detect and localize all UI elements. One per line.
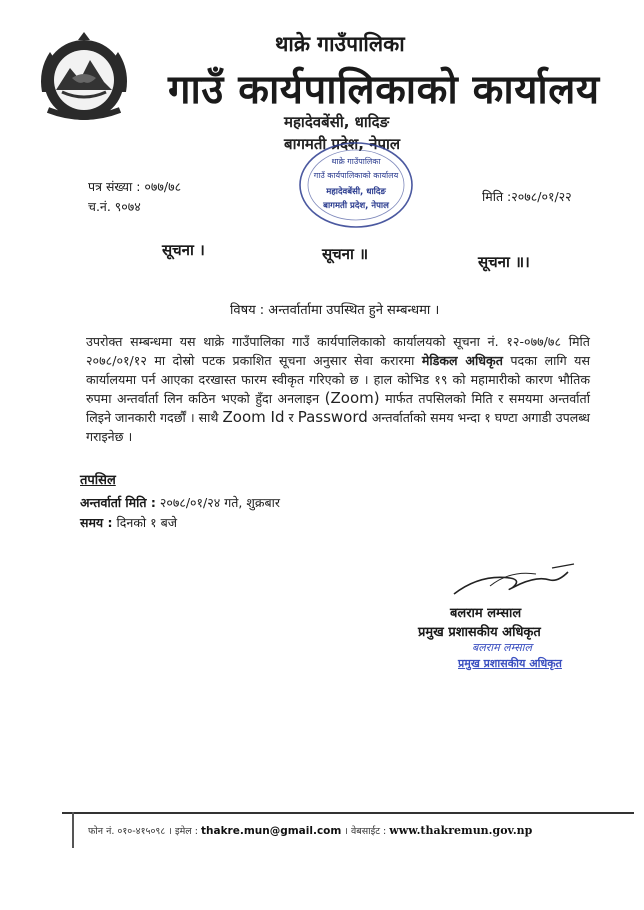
tapasil-heading: तपसिल: [80, 473, 116, 488]
body-zoom-id: Zoom Id: [222, 408, 285, 426]
subject-line: विषय : अन्तर्वार्तामा उपस्थित हुने सम्बन्धमा ।: [230, 303, 440, 318]
stamp-signatory-title: प्रमुख प्रशासकीय अधिकृत: [458, 657, 562, 670]
interview-time-row: [80, 514, 177, 531]
body-password: Password: [297, 408, 368, 426]
official-seal-stamp: [295, 140, 417, 230]
seal-text-1: थाक्रे गाउँपालिका: [331, 157, 381, 166]
notice-body: [86, 332, 590, 446]
body-highlight: मेडिकल अधिकृत: [421, 353, 503, 368]
municipality-name: थाक्रे गाउँपालिका: [275, 32, 405, 56]
footer-website-label: । वेबसाईट :: [344, 826, 387, 837]
office-title: गाउँ कार्यपालिकाको कार्यालय: [168, 67, 600, 113]
footer-website: www.thakremun.gov.np: [389, 824, 533, 837]
notice-heading-3: सूचना ॥।: [478, 253, 530, 271]
stamp-signatory-name: बलराम लम्साल: [472, 641, 532, 654]
interview-date-label: अन्तर्वार्ता मिति :: [80, 495, 156, 510]
address-line-1: महादेवबेंसी, धादिङ: [284, 113, 390, 131]
interview-time-value: दिनको १ बजे: [116, 515, 178, 530]
letter-number: पत्र संख्या : ०७७/७८: [88, 179, 182, 194]
address-line-2: बागमती प्रदेश, नेपाल: [284, 135, 401, 153]
body-and: र: [288, 410, 294, 425]
interview-date-row: [80, 494, 280, 511]
seal-text-2: गाउँ कार्यपालिकाको कार्यालय: [313, 171, 399, 180]
signatory-title: प्रमुख प्रशासकीय अधिकृत: [418, 625, 541, 640]
interview-time-label: समय :: [80, 515, 113, 530]
footer-contact: [88, 824, 532, 837]
footer-margin-line: [72, 812, 74, 848]
footer-phone: फोन नं. ०१०-४१५०९८ ।: [88, 826, 172, 837]
seal-text-4: बागमती प्रदेश, नेपाल: [323, 201, 389, 211]
interview-date-value: २०७८/०१/२४ गते, शुक्रबार: [159, 495, 280, 510]
footer-divider: [62, 812, 634, 814]
footer-email: thakre.mun@gmail.com: [200, 825, 342, 837]
body-part-4: अन्तर्वार्ताको समय भन्दा १ घण्टा अगाडी उपलब्ध गराइनेछ ।: [86, 410, 590, 444]
notice-heading-1: सूचना ।: [162, 241, 205, 259]
notice-heading-2: सूचना ॥: [322, 245, 369, 263]
body-part-3: मार्फत तपसिलको मिति र समयमा अन्तर्वार्ता लिइने जानकारी गदर्छौं । साथै: [86, 391, 590, 425]
government-emblem-icon: [34, 30, 134, 126]
body-zoom: (Zoom): [324, 389, 380, 407]
body-part-2: पदका लागि यस कार्यालयमा पर्न आएका दरखास्त फारम स्वीकृत गरिएको छ । हाल कोभिड १९ को महामारीको कारण भौतिक रुपमा अन्तर्वार्ता लिन कठिन भएको हुँदा अनलाइन: [86, 353, 590, 406]
signatory-name: बलराम लम्साल: [450, 606, 522, 621]
footer-email-label: इमेल :: [174, 826, 198, 837]
letter-date: मिति :२०७८/०१/२२: [482, 189, 572, 204]
handwritten-signature: [450, 560, 580, 600]
seal-text-3: महादेवबेंसी, धादिङ: [326, 187, 386, 197]
body-part-1: उपरोक्त सम्बन्धमा यस थाक्रे गाउँपालिका गाउँ कार्यपालिकाको कार्यालयको सूचना नं. १२-०७७/७८ मिति २०७८/०१/१२ मा दोस्रो पटक प्रकाशित सूचना अनुसार सेवा करारमा: [86, 334, 590, 368]
dispatch-number: च.नं. ९०७४: [88, 199, 141, 214]
